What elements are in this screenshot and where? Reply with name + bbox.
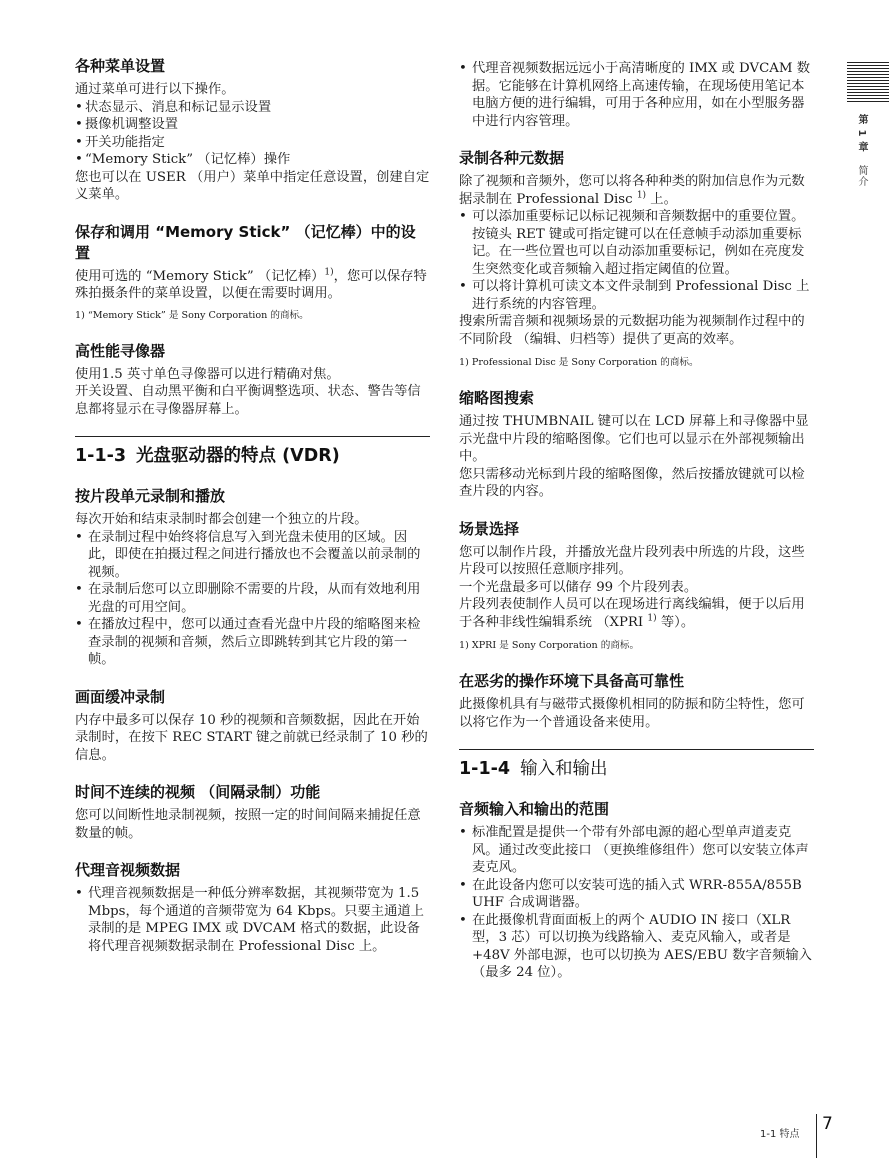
memory-heading: 保存和调用 “Memory Stick” （记忆棒）中的设置 bbox=[75, 222, 416, 262]
proxy-list bbox=[75, 885, 430, 955]
list-item: • 可以将计算机可读文本文件录制到 Professional Disc 上进行系统的内容管理。 bbox=[459, 278, 814, 313]
right-column bbox=[459, 56, 814, 982]
footnote-ref: 1) bbox=[324, 267, 334, 278]
scene-p1: 您可以制作片段，并播放光盘片段列表中所选的片段，这些片段可以按照任意顺序排列。 bbox=[459, 544, 805, 577]
thumbnail-p1: 通过按 THUMBNAIL 键可以在 LCD 屏幕上和寻像器中显示光盘中片段的缩略图像。它们也可以显示在外部视频输出中。 bbox=[459, 414, 809, 464]
list-item: • 代理音视频数据远远小于高清晰度的 IMX 或 DVCAM 数据。它能够在计算机网络上高速传输，在现场使用笔记本电脑方便的进行编辑，可用于各种应用，如在小型服务器中进行内容管理。 bbox=[459, 60, 814, 130]
cache-body: 内存中最多可以保存 10 秒的视频和音频数据，因此在开始录制时，在按下 REC START 键之前就已经录制了 10 秒的信息。 bbox=[75, 712, 428, 763]
section-title: 光盘驱动器的特点 (VDR) bbox=[136, 446, 340, 466]
left-column bbox=[75, 56, 430, 955]
scene-heading: 场景选择 bbox=[459, 519, 520, 538]
footnote-ref: 1) bbox=[636, 190, 647, 201]
list-item: • 代理音视频数据是一种低分辨率数据，其视频带宽为 1.5 Mbps，每个通道的音频带宽为 64 Kbps。只要主通道上录制的是 MPEG IMX 或 DVCAM 格式的数据，此设备将代理音视频数据录制在 Professional Disc 上。 bbox=[75, 885, 430, 955]
list-item: • 在此摄像机背面面板上的两个 AUDIO IN 接口（XLR 型，3 芯）可以切换为线路输入、麦克风输入，或者是 +48V 外部电源，也可以切换为 AES/EBU 数字音频输入 （最多 24 位）。 bbox=[459, 912, 814, 982]
clip-intro: 每次开始和结束录制时都会创建一个独立的片段。 bbox=[75, 512, 368, 527]
list-item: • 状态显示、消息和标记显示设置 bbox=[75, 99, 430, 117]
list-item: • “Memory Stick” （记忆棒）操作 bbox=[75, 151, 430, 169]
metadata-outro: 搜索所需音频和视频场景的元数据功能为视频制作过程中的不同阶段 （编辑、归档等）提供了更高的效率。 bbox=[459, 314, 805, 347]
footer-section-label: 1-1 特点 bbox=[760, 1129, 800, 1140]
viewfinder-p2: 开关设置、自动黑平衡和白平衡调整选项、状态、警告等信息都将显示在寻像器屏幕上。 bbox=[75, 384, 421, 417]
interval-body: 您可以间断性地录制视频，按照一定的时间间隔来捕捉任意数量的帧。 bbox=[75, 808, 421, 841]
scene-footnote: 1) XPRI 是 Sony Corporation 的商标。 bbox=[459, 640, 640, 651]
interval-heading: 时间不连续的视频 （间隔录制）功能 bbox=[75, 783, 321, 801]
reliability-heading: 在恶劣的操作环境下具备高可靠性 bbox=[459, 672, 685, 690]
thumbnail-p2: 您只需移动光标到片段的缩略图像，然后按播放键就可以检查片段的内容。 bbox=[459, 466, 805, 499]
chapter-tab-marker bbox=[847, 62, 889, 102]
footnote-ref: 1) bbox=[647, 613, 657, 624]
section-heading-1-1-4 bbox=[459, 749, 814, 781]
memory-body: 使用可选的 “Memory Stick” （记忆棒）$^{1)}$，您可以保存特殊拍摄条件的菜单设置，以便在需要时调用。 bbox=[75, 267, 427, 301]
list-item: • 开关功能指定 bbox=[75, 134, 430, 152]
metadata-list bbox=[459, 208, 814, 313]
list-item: • 摄像机调整设置 bbox=[75, 116, 430, 134]
chapter-side-label bbox=[853, 114, 869, 187]
scene-p3: 片段列表使制作人员可以在现场进行离线编辑，便于以后用于各种非线性编辑系统 （XPRI $^{1)}$ 等）。 bbox=[459, 597, 805, 630]
scene-p2: 一个光盘最多可以储存 99 个片段列表。 bbox=[459, 579, 698, 595]
metadata-heading: 录制各种元数据 bbox=[459, 149, 565, 167]
audio-heading: 音频输入和输出的范围 bbox=[459, 800, 610, 818]
section-heading-1-1-3 bbox=[75, 436, 430, 468]
list-item: • 在播放过程中，您可以通过查看光盘中片段的缩略图来检查录制的视频和音频，然后立即跳转到其它片段的第一帧。 bbox=[75, 616, 430, 669]
section-title: 输入和输出 bbox=[520, 759, 608, 779]
proxy-heading: 代理音视频数据 bbox=[75, 861, 181, 879]
chapter-title: 简介 bbox=[856, 165, 867, 188]
list-item: • 在录制过程中始终将信息写入到光盘未使用的区域。因此，即使在拍摄过程之间进行播放也不会覆盖以前录制的视频。 bbox=[75, 529, 430, 582]
viewfinder-heading: 高性能寻像器 bbox=[75, 341, 166, 360]
list-item: • 可以添加重要标记以标记视频和音频数据中的重要位置。 按镜头 RET 键或可指定键可以在任意帧手动添加重要标记。在一些位置也可以自动添加重要标记，例如在亮度发生突然变化或音频输入超过指定阈值的位置。 bbox=[459, 208, 814, 278]
thumbnail-heading: 缩略图搜索 bbox=[459, 389, 535, 407]
section-number: 1-1-3 bbox=[75, 446, 127, 466]
proxy-list-continued bbox=[459, 60, 814, 130]
cache-heading: 画面缓冲录制 bbox=[75, 687, 166, 706]
metadata-footnote: 1) Professional Disc 是 Sony Corporation 的商标。 bbox=[459, 357, 699, 368]
list-item: • 在此设备内您可以安装可选的插入式 WRR-855A/855B UHF 合成调谐器。 bbox=[459, 877, 814, 912]
reliability-body: 此摄像机具有与磁带式摄像机相同的防振和防尘特性，您可以将它作为一个普通设备来使用。 bbox=[459, 697, 805, 730]
page-number: 7 bbox=[822, 1114, 833, 1134]
memory-footnote: 1) “Memory Stick” 是 Sony Corporation 的商标。 bbox=[75, 309, 309, 321]
audio-list bbox=[459, 824, 814, 982]
list-item: • 标准配置是提供一个带有外部电源的超心型单声道麦克风。通过改变此接口 （更换维修组件）您可以安装立体声麦克风。 bbox=[459, 824, 814, 877]
footer-divider bbox=[816, 1114, 817, 1158]
menu-outro: 您也可以在 USER （用户）菜单中指定任意设置，创建自定义菜单。 bbox=[75, 169, 430, 202]
chapter-number: 第 1 章 bbox=[856, 114, 867, 153]
metadata-intro: 除了视频和音频外，您可以将各种种类的附加信息作为元数据录制在 Professional Disc $^{1)}$ 上。 bbox=[459, 174, 805, 207]
menu-list bbox=[75, 99, 430, 169]
viewfinder-p1: 使用1.5 英寸单色寻像器可以进行精确对焦。 bbox=[75, 366, 340, 382]
menu-intro: 通过菜单可进行以下操作。 bbox=[75, 82, 235, 97]
menu-heading: 各种菜单设置 bbox=[75, 57, 166, 75]
section-number: 1-1-4 bbox=[459, 759, 511, 779]
list-item: • 在录制后您可以立即删除不需要的片段，从而有效地利用光盘的可用空间。 bbox=[75, 581, 430, 616]
clip-list bbox=[75, 529, 430, 669]
clip-heading: 按片段单元录制和播放 bbox=[75, 487, 226, 505]
